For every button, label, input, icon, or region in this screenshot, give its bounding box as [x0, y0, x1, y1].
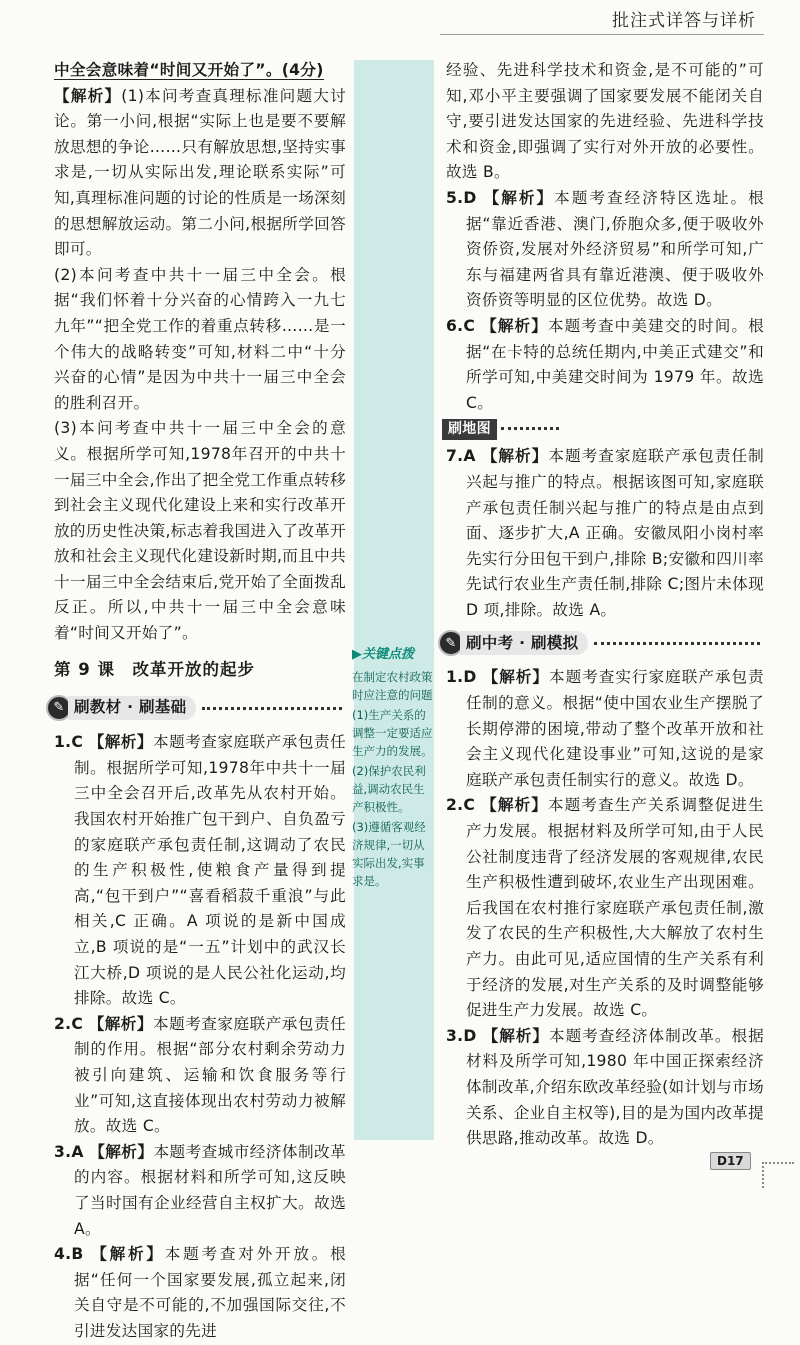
header-rule	[440, 34, 764, 35]
map-section-header	[446, 416, 764, 444]
key-tip-note	[352, 646, 436, 892]
list-item: 2.C 【解析】本题考查家庭联产承包责任制的作用。根据“部分农村剩余劳动力被引向建筑、运输和饮食服务等行业”可知,这直接体现出农村劳动力被解放。故选 C。	[54, 1014, 346, 1136]
dotted-divider	[501, 427, 559, 430]
tip-line: (2)保护农民利益,调动农民生产积极性。	[352, 764, 426, 814]
tip-line: 在制定农村政策时应注意的问题	[352, 670, 433, 702]
list-item: 1.D 【解析】本题考查实行家庭联产承包责任制的意义。根据“使中国农业生产摆脱了长期停滞的困境,带动了整个改革开放和社会主义现代化建设事业”可知,这说的是家庭联产承包责任制实行的意义。故选 D。	[446, 668, 765, 789]
list-item: 6.C 【解析】本题考查中美建交的时间。根据“在卡特的总统任期内,中美正式建交”和所学可知,中美建交时间为 1979 年。故选 C。	[446, 316, 764, 412]
question-title: 中全会意味着“时间又开始了”。(4分)	[54, 61, 324, 79]
section-header-textbook	[46, 694, 346, 722]
answer-part-3: (3)本问考查中共十一届三中全会的意义。根据所学可知,1978年召开的中共十一届三中全会,作出了把全党工作重点转移到社会主义现代化建设上来和实行改革开放的历史性决策,标志着我国进入了改革开放和社会主义现代化建设新时期,而且中共十一届三中全会结束后,党开始了全面拨乱反正。所以,中共十一届三中全会意味着“时间又开始了”。	[54, 419, 346, 643]
answer-part-1: 【解析】(1)本问考查真理标准问题大讨论。第一小问,根据“实际上也是要不要解放思想的争论……只有解放思想,坚持实事求是,一切从实际出发,理论联系实际”可知,真理标准问题的讨论的性质是一场深刻的思想解放运动。第二小问,根据所学回答即可。	[54, 86, 347, 259]
map-tag: 刷地图	[442, 419, 497, 440]
dotted-divider	[594, 642, 760, 645]
list-item: 7.A 【解析】本题考查家庭联产承包责任制兴起与推广的特点。根据该图可知,家庭联产承包责任制兴起与推广的特点是由点到面、逐步扩大,A 正确。安徽凤阳小岗村率先实行分田包干到户,排除 B;安徽和四川率先试行农业生产责任制,排除 C;图片未体现 D 项,排除。故选 A。	[446, 447, 765, 619]
list-item: 3.A 【解析】本题考查城市经济体制改革的内容。根据材料和所学可知,这反映了当时国有企业经营自主权扩大。故选 A。	[54, 1142, 346, 1238]
section-label: 刷中考 · 刷模拟	[460, 631, 588, 655]
lesson-title: 第 9 课 改革开放的起步	[54, 659, 255, 679]
section-label: 刷教材 · 刷基础	[68, 696, 196, 720]
list-item: 2.C 【解析】本题考查生产关系调整促进生产力发展。根据材料及所学可知,由于人民公社制度违背了经济发展的客观规律,农民生产积极性遭到破坏,农业生产出现困难。后我国在农村推行家庭联产承包责任制,激发了农民的生产积极性,大大解放了农村生产力。由此可见,适应国情的生产关系有利于经济的发展,对生产关系的及时调整能够促进生产力发展。故选 C。	[446, 796, 764, 1020]
running-header: 批注式详答与详析	[612, 11, 756, 31]
tip-line: (3)遵循客观经济规律,一切从实际出发,实事求是。	[352, 820, 426, 888]
list-item: 1.C 【解析】本题考查家庭联产承包责任制。根据所学可知,1978年中共十一届三中全会召开后,改革先从农村开始。我国农村开始推广包干到户、自负盈亏的家庭联产承包责任制,这调动了农民的生产积极性,使粮食产量得到提高,“包干到户”“喜看稻菽千重浪”与此相关,C 正确。A 项说的是新中国成立,B 项说的是“一五”计划中的武汉长江大桥,D 项说的是人民公社化运动,均排除。故选 C。	[54, 733, 346, 1008]
list-item: 3.D 【解析】本题考查经济体制改革。根据材料及所学可知,1980 年中国正探索经济体制改革,介绍东欧改革经验(如计划与市场关系、企业自主权等),目的是为国内改革提供思路,推动改革。故选 D。	[446, 1026, 765, 1148]
list-item: 5.D 【解析】本题考查经济特区选址。根据“靠近香港、澳门,侨胞众多,便于吸收外资侨资,发展对外经济贸易”和所学可知,广东与福建两省具有靠近港澳、便于吸收外资侨资等明显的区位优势。故选 D。	[446, 188, 764, 310]
list-item: 4.B 【解析】本题考查对外开放。根据“任何一个国家要发展,孤立起来,闭关自守是不可能的,不加强国际交往,不引进发达国家的先进	[54, 1245, 346, 1340]
dotted-divider	[202, 707, 342, 710]
tip-heading: ▶关键点拨	[352, 647, 414, 662]
continued-answer: 经验、先进科学技术和资金,是不可能的”可知,邓小平主要强调了国家要发展不能闭关自守,要引进发达国家的先进经验、先进科学技术和资金,即强调了实行对外开放的必要性。故选 B。	[446, 61, 764, 182]
tip-line: (1)生产关系的调整一定要适应生产力的发展。	[352, 708, 433, 758]
section-header-exam	[438, 629, 764, 657]
answer-part-2: (2)本问考查中共十一届三中全会。根据“我们怀着十分兴奋的心情跨入一九七九年”“把全党工作的着重点转移……是一个伟大的战略转变”可知,材料二中“十分兴奋的心情”是因为中共十一届三中全会的胜利召开。	[54, 265, 346, 412]
margin-note-strip	[354, 60, 434, 1140]
left-column	[54, 58, 346, 1345]
page-number: D17	[710, 1152, 751, 1170]
pen-icon: ✎	[46, 695, 72, 721]
right-column	[446, 58, 764, 1152]
corner-decoration	[762, 1162, 794, 1188]
pen-icon: ✎	[438, 630, 464, 656]
